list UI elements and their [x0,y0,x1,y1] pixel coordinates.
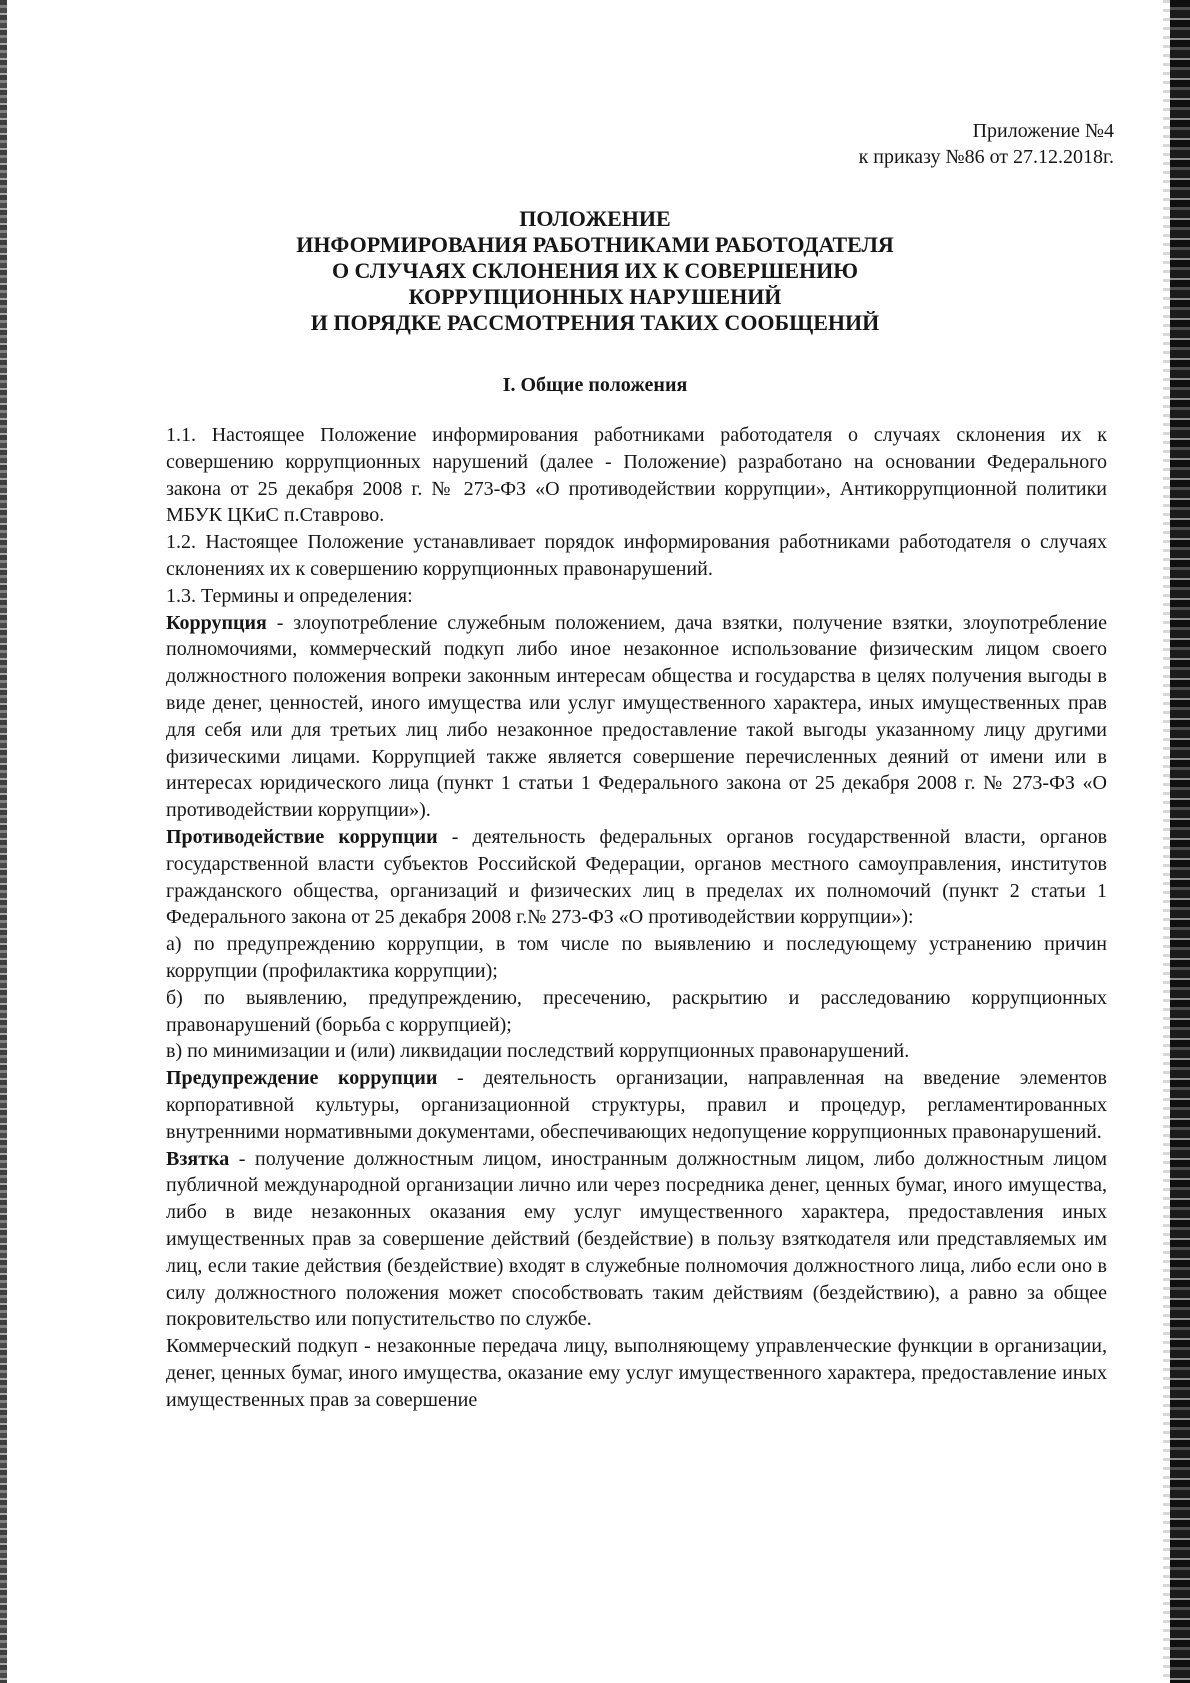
document-body [166,422,1107,1413]
term-prevention: Предупреждение коррупции [166,1067,438,1090]
scan-edge-right [1170,0,1190,1683]
definition-bribe [166,1146,1107,1334]
appendix-line-1: Приложение №4 [972,120,1114,142]
term-corruption: Коррупция [166,611,267,634]
counteraction-item-v: в) по минимизации и (или) ликвидации последствий коррупционных правонарушений. [166,1040,910,1063]
definition-prevention [166,1065,1107,1145]
title-line-5: И ПОРЯДКЕ РАССМОТРЕНИЯ ТАКИХ СООБЩЕНИЙ [310,310,880,335]
title-line-4: КОРРУПЦИОННЫХ НАРУШЕНИЙ [408,284,782,309]
definition-corruption-text: - злоупотребление служебным положением, дача взятки, получение взятки, злоупотребление полномочиями, коммерческий подкуп либо иное незаконное использование физическим лицом своего должностного положения вопреки законным интересам общества и государства в целях получения выгоды в виде денег, ценностей, иного имущества или услуг имущественного характера, иных имущественных прав для себя или для третьих лиц либо незаконное предоставление такой выгоды указанному лицу другими физическими лицами. Коррупцией также является совершение перечисленных деяний от имени или в интересах юридического лица (пункт 1 статьи 1 Федерального закона от 25 декабря 2008 г. № 273-ФЗ «О противодействии коррупции»). [166,611,1107,822]
appendix-line-2: к приказу №86 от 27.12.2018г. [858,146,1114,168]
paragraph-1-2: 1.2. Настоящее Положение устанавливает порядок информирования работниками работодателя о случаях склонениях их к совершению коррупционных правонарушений. [166,531,1107,580]
scan-edge-left [0,0,7,1683]
title-line-1: ПОЛОЖЕНИЕ [519,206,671,231]
appendix-note [859,118,1114,170]
document-title [170,206,1020,336]
counteraction-item-b: б) по выявлению, предупреждению, пресечению, раскрытию и расследованию коррупционных правонарушений (борьба с коррупцией); [166,986,1107,1036]
definition-counteraction [166,824,1107,931]
paragraph-1-1: 1.1. Настоящее Положение информирования работниками работодателя о случаях склонения их к совершению коррупционных нарушений (далее - Положение) разработано на основании Федерального закона от 25 декабря 2008 г. № 273-ФЗ «О противодействии коррупции», Антикоррупционной политики МБУК ЦКиС п.Ставрово. [166,424,1107,527]
definition-prevention-text: - деятельность организации, направленная на введение элементов корпоративной культуры, организационной структуры, правил и процедур, регламентированных внутренними нормативными документами, обеспечивающих недопущение коррупционных правонарушений. [166,1067,1107,1143]
paragraph-1-3: 1.3. Термины и определения: [166,584,413,607]
definition-bribe-text: - получение должностным лицом, иностранным должностным лицом, либо должностным лицом публичной международной организации лично или через посредника денег, ценных бумаг, иного имущества, либо в виде незаконных оказания ему услуг имущественного характера, предоставления иных имущественных прав за совершение действий (бездействие) в пользу взяткодателя или представляемых им лиц, если такие действия (бездействие) входят в служебные полномочия должностного лица, либо если оно в силу должностного положения может способствовать таким действиям (бездействию), а равно за общее покровительство или попустительство по службе. [166,1147,1107,1331]
term-counteraction: Противодействие коррупции [166,825,438,848]
term-bribe: Взятка [166,1147,230,1170]
section-heading: I. Общие положения [502,374,688,396]
title-line-3: О СЛУЧАЯХ СКЛОНЕНИЯ ИХ К СОВЕРШЕНИЮ [331,258,859,283]
definition-corruption [166,610,1107,824]
title-line-2: ИНФОРМИРОВАНИЯ РАБОТНИКАМИ РАБОТОДАТЕЛЯ [296,232,894,257]
definition-commercial-bribery: Коммерческий подкуп - незаконные передача лицу, выполняющему управленческие функции в организации, денег, ценных бумаг, иного имущества, оказание ему услуг имущественного характера, предоставление иных имущественных прав за совершение [166,1335,1107,1411]
definition-counteraction-text: - деятельность федеральных органов государственной власти, органов государственной власти субъектов Российской Федерации, органов местного самоуправления, институтов гражданского общества, организаций и физических лиц в пределах их полномочий (пункт 2 статьи 1 Федерального закона от 25 декабря 2008 г.№ 273-ФЗ «О противодействии коррупции»): [166,825,1108,929]
counteraction-item-a: а) по предупреждению коррупции, в том числе по выявлению и последующему устранению причин коррупции (профилактика коррупции); [166,933,1107,982]
